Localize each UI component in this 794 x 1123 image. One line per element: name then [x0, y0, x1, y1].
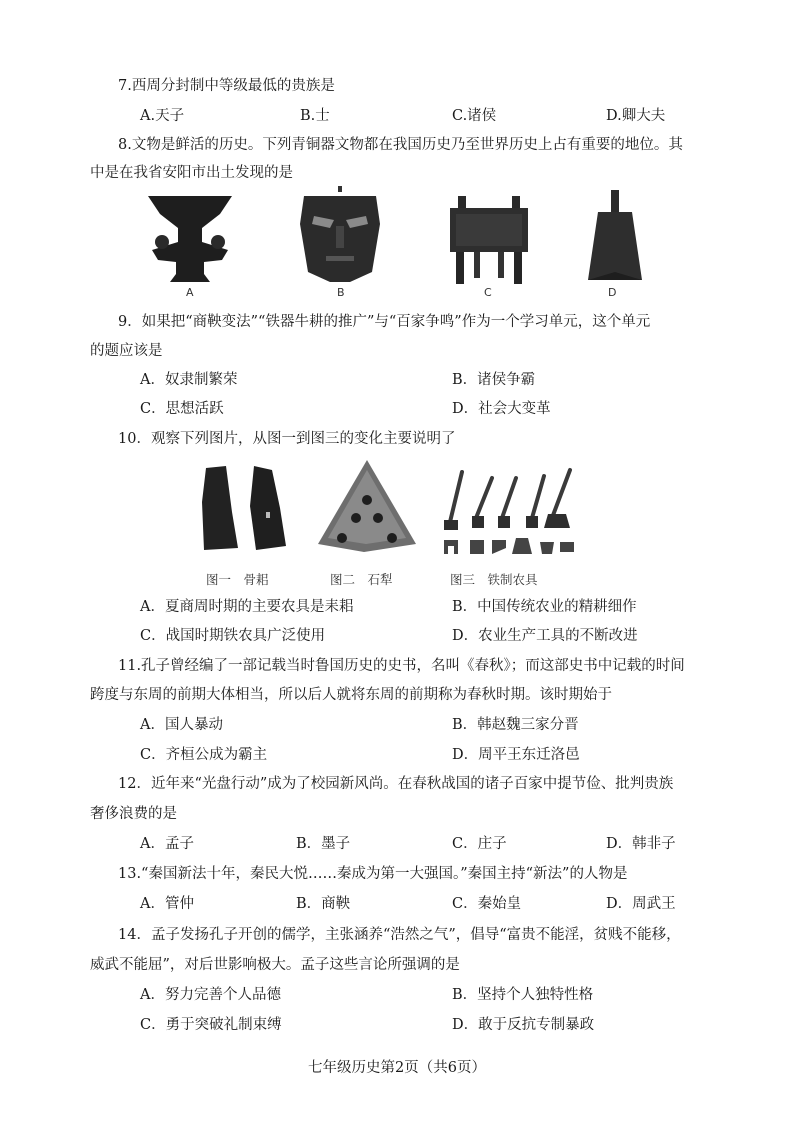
- q12-stem-line2: 奢侈浪费的是: [90, 806, 177, 822]
- bronze-mask-b-image: [290, 186, 390, 286]
- q13-option-d: D．周武王: [606, 896, 676, 912]
- q12-stem-line1: 12．近年来“光盘行动”成为了校园新风尚。在春秋战国的诸子百家中提节俭、批判贵族: [118, 776, 674, 792]
- bronze-ding-c-image: [444, 196, 534, 286]
- q10-option-b: B．中国传统农业的精耕细作: [452, 599, 637, 615]
- q7-stem: 7.西周分封制中等级最低的贵族是: [118, 78, 335, 94]
- q13-option-b: B．商鞅: [296, 896, 351, 912]
- fig2-caption: 图二 石犁: [330, 572, 393, 587]
- q8-stem-line1: 8.文物是鲜活的历史。下列青铜器文物都在我国历史乃至世界历史上占有重要的地位。其: [118, 137, 683, 153]
- q9-option-a: A．奴隶制繁荣: [140, 372, 238, 388]
- q10-option-a: A．夏商周时期的主要农具是耒耜: [140, 599, 354, 615]
- q13-option-c: C．秦始皇: [452, 896, 522, 912]
- q14-option-b: B．坚持个人独特性格: [452, 987, 594, 1003]
- q9-option-c: C．思想活跃: [140, 401, 224, 417]
- q14-stem-line1: 14．孟子发扬孔子开创的儒学，主张涵养“浩然之气”，倡导“富贵不能淫，贫贱不能移，: [118, 927, 681, 943]
- q14-stem-line2: 威武不能屈”，对后世影响极大。孟子这些言论所强调的是: [90, 957, 460, 973]
- q11-option-d: D．周平王东迁洛邑: [452, 747, 580, 763]
- q14-option-c: C．勇于突破礼制束缚: [140, 1017, 282, 1033]
- q8-stem-line2: 中是在我省安阳市出土发现的是: [90, 165, 293, 181]
- q11-option-c: C．齐桓公成为霸主: [140, 747, 268, 763]
- q7-option-b: B.士: [300, 108, 330, 124]
- q11-stem-line1: 11.孔子曾经编了一部记载当时鲁国历史的史书，名叫《春秋》；而这部史书中记载的时间: [118, 658, 685, 674]
- q14-option-d: D．敢于反抗专制暴政: [452, 1017, 595, 1033]
- q10-stem: 10．观察下列图片，从图一到图三的变化主要说明了: [118, 431, 456, 447]
- bronze-label-d: D: [608, 286, 617, 299]
- page-footer: 七年级历史第2页（共6页）: [308, 1060, 486, 1076]
- q12-option-b: B．墨子: [296, 836, 351, 852]
- q7-option-c: C.诸侯: [452, 108, 497, 124]
- fig3-caption: 图三 铁制农具: [450, 572, 538, 587]
- bronze-bell-d-image: [580, 190, 650, 285]
- q9-stem-line2: 的题应该是: [90, 343, 163, 359]
- q9-stem-line1: 9．如果把“商鞅变法”“铁器牛耕的推广”与“百家争鸣”作为一个学习单元，这个单元: [118, 314, 651, 330]
- q11-stem-line2: 跨度与东周的前期大体相当，所以后人就将东周的前期称为春秋时期。该时期始于: [90, 687, 612, 703]
- q7-option-a: A.天子: [140, 108, 185, 124]
- q9-option-d: D．社会大变革: [452, 401, 551, 417]
- stone-plough-image: [312, 456, 422, 556]
- q12-option-c: C．庄子: [452, 836, 507, 852]
- q12-option-a: A．孟子: [140, 836, 194, 852]
- bronze-label-a: A: [186, 286, 194, 299]
- fig1-caption: 图一 骨耜: [206, 572, 269, 587]
- bronze-label-c: C: [484, 286, 492, 299]
- bronze-label-b: B: [337, 286, 345, 299]
- q10-option-d: D．农业生产工具的不断改进: [452, 628, 638, 644]
- q13-stem: 13.“秦国新法十年，秦民大悦……秦成为第一大强国。”秦国主持“新法”的人物是: [118, 866, 628, 882]
- q7-option-d: D.卿大夫: [606, 108, 666, 124]
- q14-option-a: A．努力完善个人品德: [140, 987, 281, 1003]
- iron-tools-image: [440, 462, 580, 557]
- q9-option-b: B．诸侯争霸: [452, 372, 536, 388]
- bone-spade-image: [196, 462, 296, 554]
- q13-option-a: A．管仲: [140, 896, 194, 912]
- q12-option-d: D．韩非子: [606, 836, 676, 852]
- q10-option-c: C．战国时期铁农具广泛使用: [140, 628, 326, 644]
- bronze-vessel-a-image: [140, 190, 240, 285]
- q11-option-a: A．国人暴动: [140, 717, 223, 733]
- q11-option-b: B．韩赵魏三家分晋: [452, 717, 579, 733]
